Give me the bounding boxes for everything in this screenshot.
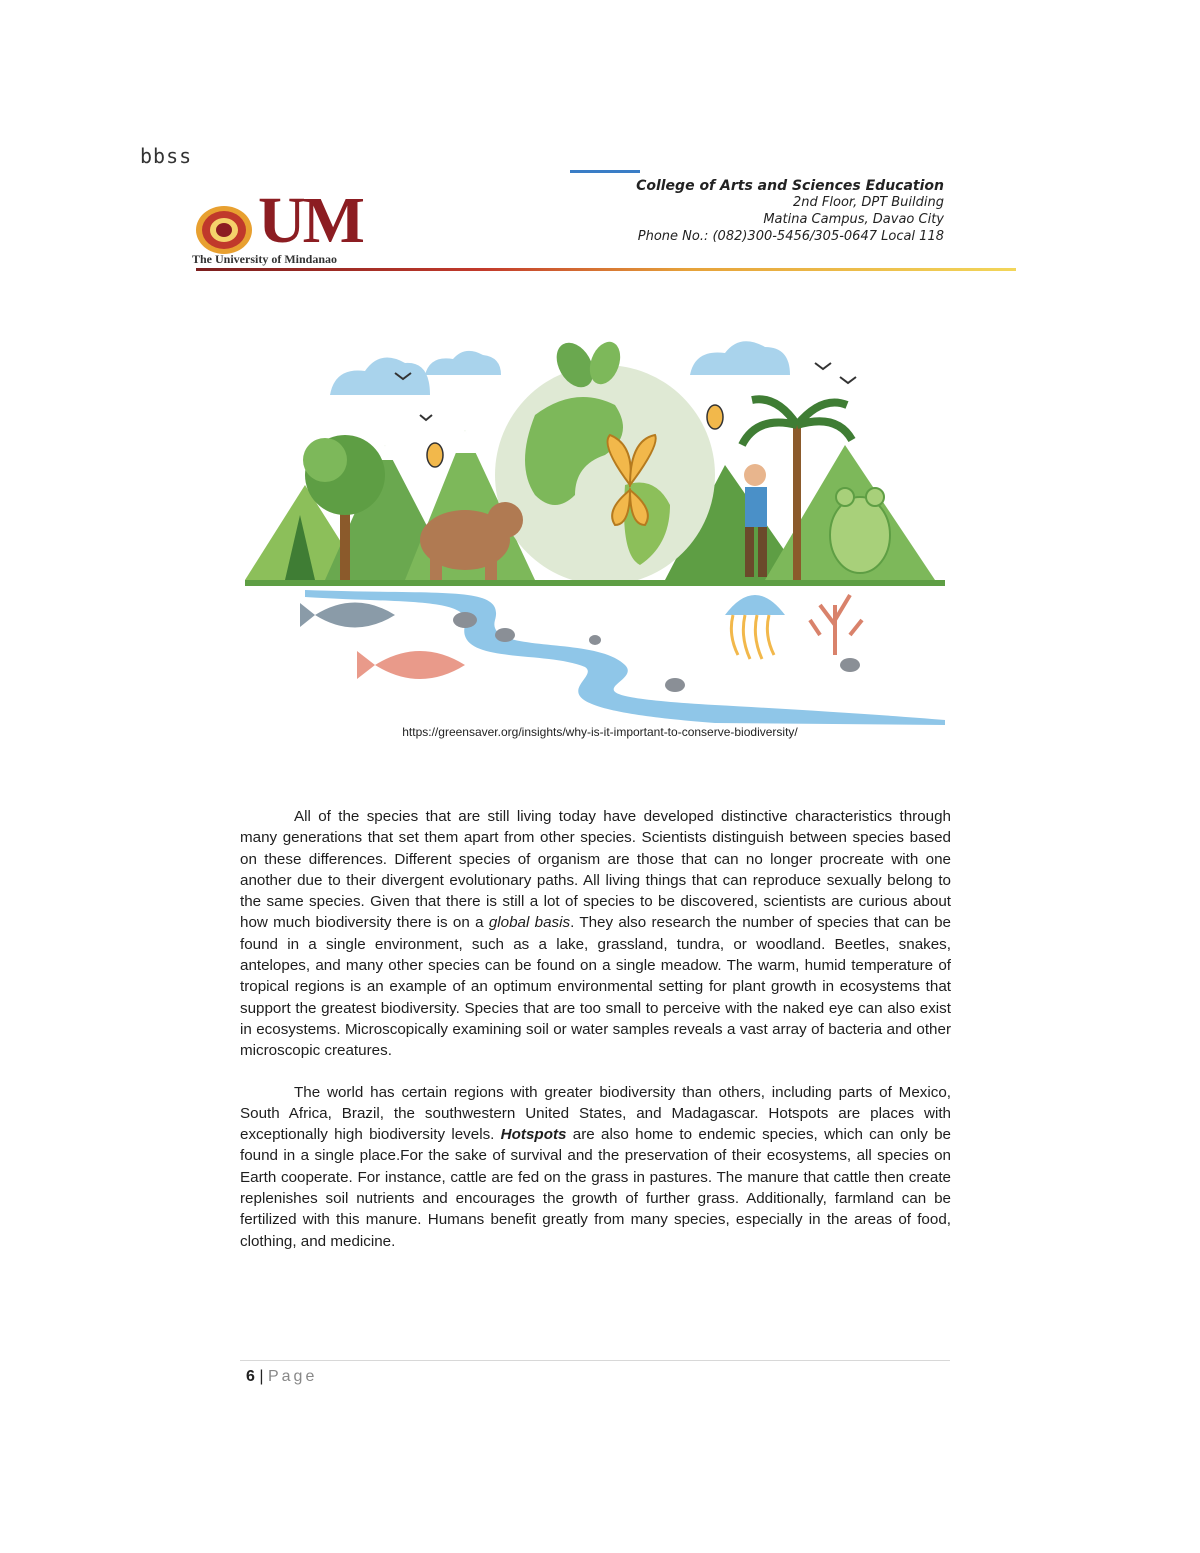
top-accent-line [570,170,640,173]
fish [300,603,465,680]
page-label: Page [267,1368,318,1385]
page-tag: bbss [140,144,193,168]
university-name: The University of Mindanao [192,252,338,266]
coral [810,595,862,655]
figure-source-url[interactable]: https://greensaver.org/insights/why-is-it-important-to-conserve-biodiversity/ [402,725,798,739]
page-footer [246,1368,317,1386]
jellyfish [725,595,785,659]
p2-bold: Hotspots [500,1126,567,1144]
frog [830,488,890,573]
header-phone: Phone No.: (082)300-5456/305-0647 Local 118 [637,229,944,244]
logo-letters: UM [258,184,362,257]
biodiversity-illustration [245,335,945,725]
p1-italic: global basis [488,914,571,932]
paragraph-1 [240,806,951,1062]
page-number: 6 [246,1368,255,1385]
footer-divider [240,1360,950,1361]
globe [495,336,715,585]
p2-text-a: The world has certain regions with greater biodiversity than others, including parts of Mexico, South Africa, Brazil, the southwestern United States, and Madagascar. Hotspots are places with exceptionally high biodiversity levels. [240,1083,951,1144]
p2-text-b: are also home to endemic species, which can only be found in a single place.For the sake of survival and the preservation of their ecosystems, all species on Earth cooperate. For instance, cattle are fed on the grass in pastures. The manure that cattle then create replenishes soil nutrients and encourages the growth of further grass. Additionally, farmland can be fertilized with this manure. Humans benefit greatly from many species, especially in the areas of food, clothing, and medicine. [240,1126,951,1250]
footer-separator: | [259,1368,264,1385]
university-logo [192,184,442,270]
college-name: College of Arts and Sciences Education [636,178,944,194]
university-seal-icon [194,204,258,256]
header-campus: Matina Campus, Davao City [763,212,944,227]
college-header [636,178,944,245]
header-floor: 2nd Floor, DPT Building [793,195,944,210]
p1-text-a: All of the species that are still living today have developed distinctive characteristics through many generations that set them apart from other species. Scientists distinguish between species based on these differences. Different species of organism are those that can no longer procreate with one another due to their divergent evolutionary paths. All living things that can reproduce sexually belong to the same species. Given that there is still a lot of species to be discovered, scientists are curious about how much biodiversity there is on a [240,808,951,932]
header-divider [196,268,1016,271]
p1-text-b: . They also research the number of species that can be found in a single environment, such as a lake, grassland, tundra, or woodland. Beetles, snakes, antelopes, and many other species can be found on a single meadow. The warm, humid temperature of tropical regions is an example of an optimum environmental setting for plant growth in ecosystems that support the greatest biodiversity. Species that are too small to perceive with the naked eye can also exist in ecosystems. Microscopically examining soil or water samples reveals a vast array of bacteria and other microscopic creatures. [240,914,951,1060]
paragraph-2 [240,1082,951,1252]
body-text [240,806,951,1252]
ground-strip [245,580,945,586]
